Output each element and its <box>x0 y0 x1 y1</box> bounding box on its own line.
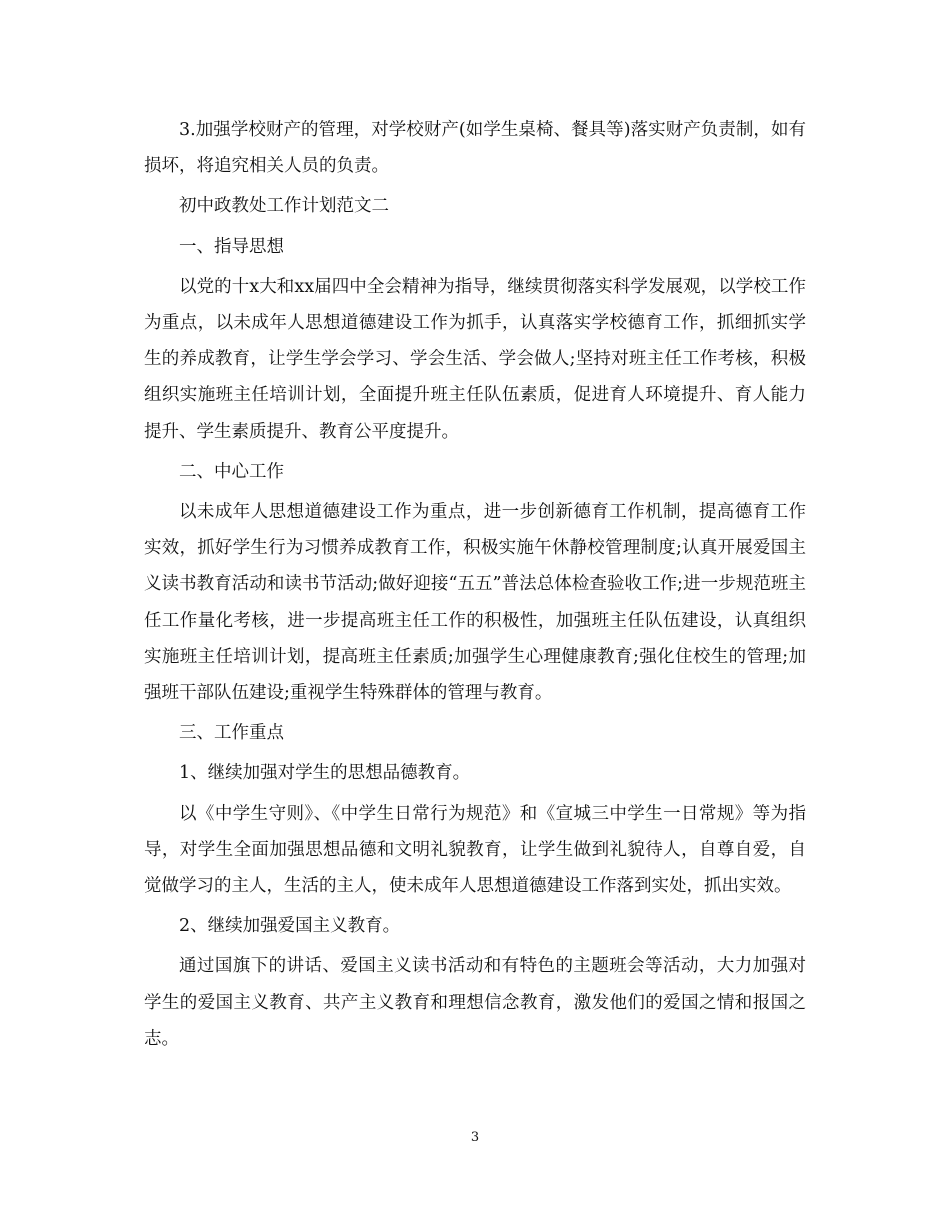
page-number: 3 <box>470 1130 480 1145</box>
item-moral-education: 1、继续加强对学生的思想品德教育。 <box>179 763 471 784</box>
paragraph-patriotism-education: 通过国旗下的讲话、爱国主义读书活动和有特色的主题班会等活动，大力加强对学生的爱国主义教育、共产主义教育和理想信念教育，激发他们的爱国之情和报国之志。 <box>144 956 806 1049</box>
paragraph-property-management: 3.加强学校财产的管理，对学校财产(如学生桌椅、餐具等)落实财产负责制，如有损坏，将追究相关人员的负责。 <box>144 120 806 177</box>
paragraph-moral-education: 以《中学生守则》、《中学生日常行为规范》和《宣城三中学生一日常规》等为指导，对学生全面加强思想品德和文明礼貌教育，让学生做到礼貌待人，自尊自爱，自觉做学习的主人，生活的主人，使未成年人思想道德建设工作落到实处，抓出实效。 <box>144 803 806 897</box>
item-patriotism-education: 2、继续加强爱国主义教育。 <box>179 916 401 937</box>
heading-work-focus: 三、工作重点 <box>179 723 284 744</box>
section-title-plan-two: 初中政教处工作计划范文二 <box>179 196 389 217</box>
heading-guiding-ideology: 一、指导思想 <box>179 236 284 257</box>
heading-central-work: 二、中心工作 <box>179 461 284 482</box>
paragraph-guiding-ideology: 以党的十x大和xx届四中全会精神为指导，继续贯彻落实科学发展观，以学校工作为重点，以未成年人思想道德建设工作为抓手，认真落实学校德育工作，抓细抓实学生的养成教育，让学生学会学习、学会生活、学会做人;坚持对班主任工作考核，积极组织实施班主任培训计划，全面提升班主任队伍素质，促进育人环境提升、育人能力提升、学生素质提升、教育公平度提升。 <box>144 276 806 442</box>
document-body <box>144 112 806 1061</box>
paragraph-central-work: 以未成年人思想道德建设工作为重点，进一步创新德育工作机制，提高德育工作实效，抓好学生行为习惯养成教育工作，积极实施午休静校管理制度;认真开展爱国主义读书教育活动和读书节活动;做好迎接“五五”普法总体检查验收工作;进一步规范班主任工作量化考核，进一步提高班主任工作的积极性，加强班主任队伍建设，认真组织实施班主任培训计划，提高班主任素质;加强学生心理健康教育;强化住校生的管理;加强班干部队伍建设;重视学生特殊群体的管理与教育。 <box>144 502 806 704</box>
